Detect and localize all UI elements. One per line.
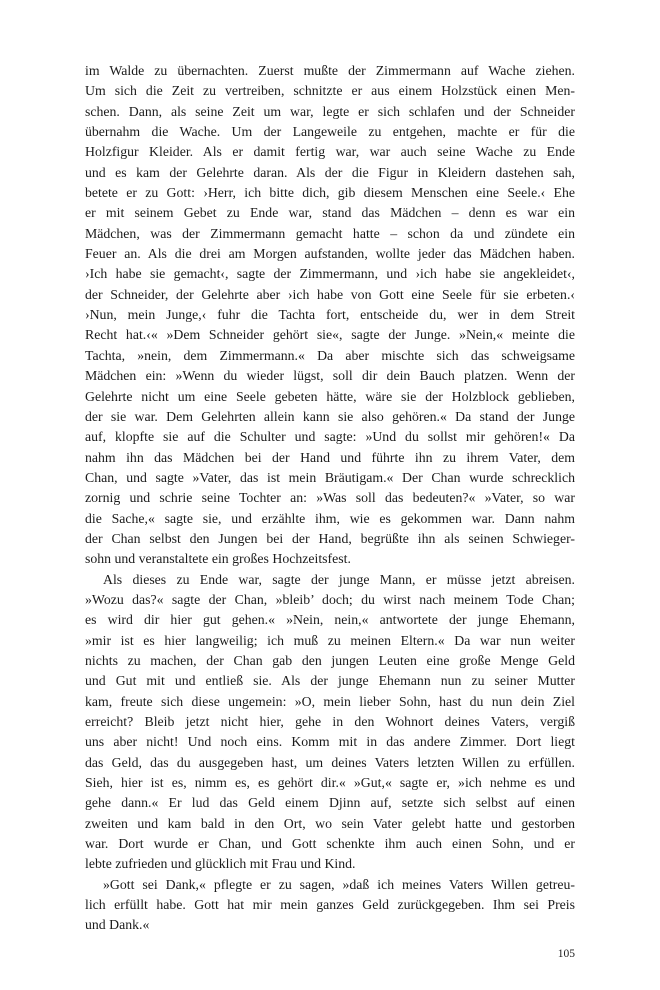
text-line: der sie war. Dem Gelehrten allein kann sie also gehören.« Da stand der Junge — [85, 408, 575, 424]
text-line: ›Ich habe sie gemacht‹, sagte der Zimmermann, und ›ich habe sie angekleidet‹, — [85, 266, 575, 282]
text-line: uns aber nicht! Und noch eins. Komm mit in das andere Zimmer. Dort liegt — [85, 734, 575, 750]
text-line: nahm ihn das Mädchen bei der Hand und führte ihn zu ihrem Vater, dem — [85, 449, 575, 465]
text-line: »Wozu das?« sagte der Chan, »bleib’ doch; du wirst nach meinem Tode Chan; — [85, 591, 575, 607]
text-line: im Walde zu übernachten. Zuerst mußte der Zimmermann auf Wache ziehen. — [85, 63, 575, 78]
text-line: schen. Dann, als seine Zeit um war, legte er sich schlafen und der Schneider — [85, 103, 575, 119]
text-line: das Geld, das du ausgegeben hast, um deines Vaters letzten Willen zu erfüllen. — [85, 754, 575, 770]
text-line: Recht hat.‹« »Dem Schneider gehört sie«, sagte der Junge. »Nein,« meinte die — [85, 327, 575, 343]
text-line: auf, klopfte sie auf die Schulter und sagte: »Und du sollst mir gehören!« Da — [85, 429, 575, 445]
text-line: sohn und veranstaltete ein großes Hochzeitsfest. — [85, 551, 351, 567]
text-line: Sieh, hier ist es, nimm es, es gehört dir.« »Gut,« sagte er, »ich nehme es und — [85, 775, 575, 791]
text-line: Feuer an. Als die drei am Morgen aufstanden, wollte jeder das Mädchen haben. — [85, 246, 575, 262]
text-line: der Schneider, der Gelehrte aber ›ich habe von Gott eine Seele für sie erbeten.‹ — [85, 286, 575, 302]
text-line: die Sache,« sagte sie, und erzählte ihm, wie es gekommen war. Dann nahm — [85, 510, 575, 526]
text-line: übernahm die Wache. Um der Langeweile zu entgehen, machte er für die — [85, 124, 575, 140]
text-line: und es kam der Gelehrte daran. Als der die Figur in Kleidern dastehen sah, — [85, 164, 575, 180]
text-line: Mädchen ein: »Wenn du wieder lügst, soll dir dein Bauch platzen. Wenn der — [85, 368, 575, 384]
text-line: Um sich die Zeit zu vertreiben, schnitzte er aus einem Holzstück einen Men- — [85, 83, 575, 99]
text-line: lich erfüllt habe. Gott hat mir mein ganzes Geld zurückgegeben. Ihm sei Preis — [85, 897, 575, 913]
text-line: Mädchen, was der Zimmermann gemacht hatte – schon da und zündete ein — [85, 225, 575, 241]
text-line: ›Nun, mein Junge,‹ fuhr die Tachta fort, entscheide du, wer in dem Streit — [85, 307, 575, 323]
text-line: und Dank.« — [85, 917, 150, 933]
text-line: Chan, und sagte »Vater, das ist mein Bräutigam.« Der Chan wurde schrecklich — [85, 469, 575, 485]
text-line: kam, freute sich diese ungemein: »O, mein lieber Sohn, hast du nun dein Ziel — [85, 693, 575, 709]
text-line: er mit seinem Gebet zu Ende war, stand das Mädchen – denn es war ein — [85, 205, 575, 221]
text-line: »Gott sei Dank,« pflegte er zu sagen, »daß ich meines Vaters Willen getreu- — [103, 876, 575, 892]
text-line: war. Dort wurde er Chan, und Gott schenkte ihm auch einen Sohn, und er — [85, 836, 575, 852]
text-line: lebte zufrieden und glücklich mit Frau und Kind. — [85, 856, 356, 872]
text-line: zornig und schrie seine Tochter an: »Was soll das bedeuten?« »Vater, so war — [85, 490, 575, 506]
text-line: erreicht? Bleib jetzt nicht hier, gehe in den Wohnort deines Vaters, vergiß — [85, 714, 575, 729]
page-text — [85, 61, 575, 936]
text-line: betete er zu Gott: ›Herr, ich bitte dich, gib diesem Menschen eine Seele.‹ Ehe — [85, 185, 575, 201]
text-line: nichts zu machen, der Chan gab den jungen Leuten eine große Menge Geld — [85, 652, 575, 668]
text-line: Als dieses zu Ende war, sagte der junge Mann, er müsse jetzt abreisen. — [103, 571, 575, 587]
text-line: Tachta, »nein, dem Zimmermann.« Da aber mischte sich das schweigsame — [85, 347, 575, 363]
text-line: es wird dir hier gut gehen.« »Nein, nein,« antwortete der junge Ehemann, — [85, 612, 575, 628]
text-line: Holzfigur Kleider. Als er damit fertig war, war auch seine Wache zu Ende — [85, 144, 575, 160]
text-line: zweiten und kam bald in den Ort, wo sein Vater gelebt hatte und gestorben — [85, 815, 575, 831]
text-line: gehe dann.« Er lud das Geld einem Djinn auf, setzte sich selbst auf einen — [85, 795, 575, 811]
page-number: 105 — [557, 948, 575, 960]
text-line: und Gut mit und entließ sie. Als der junge Ehemann nun zu seiner Mutter — [85, 673, 575, 689]
text-line: Gelehrte nicht um eine Seele gebeten hätte, wäre sie der Holzblock geblieben, — [85, 388, 575, 404]
text-line: »mir ist es hier langweilig; ich muß zu meinen Eltern.« Da war nun weiter — [85, 632, 575, 648]
text-line: der Chan selbst den Jungen bei der Hand, begrüßte ihn als seinen Schwieger- — [85, 530, 575, 546]
